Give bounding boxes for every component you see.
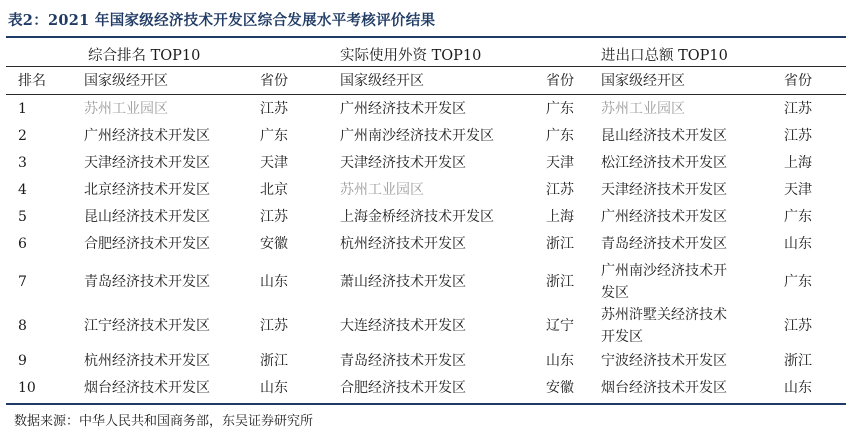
row-3-zone-trade: 松江经济技术开发区 [601,155,727,171]
row-5-zone-trade: 广州经济技术开发区 [601,209,727,225]
column-header-province-foreign: 省份 [546,73,574,89]
row-2-zone-trade: 昆山经济技术开发区 [601,128,727,144]
row-3-province-trade: 上海 [784,155,812,171]
row-6-province-trade: 山东 [784,236,812,252]
row-7-zone-trade: 广州南沙经济技术开 [601,263,727,279]
row-10-province-foreign: 安徽 [546,380,574,396]
row-9-province-trade: 浙江 [784,353,812,369]
row-7-province-trade: 广东 [784,274,812,290]
row-9-zone-foreign: 青岛经济技术开发区 [340,353,466,369]
group-header-overall: 综合排名 TOP10 [88,48,201,64]
column-header-zone-trade: 国家级经开区 [601,73,685,89]
row-2-province-trade: 江苏 [784,128,812,144]
row-7-zone-foreign: 萧山经济技术开发区 [340,274,466,290]
row-1-province-overall: 江苏 [260,101,288,117]
row-3-province-foreign: 天津 [546,155,574,171]
row-7-zone-trade-wrap: 发区 [601,285,629,301]
row-2-zone-overall: 广州经济技术开发区 [84,128,210,144]
row-3-rank: 3 [18,155,27,171]
group-header-trade: 进出口总额 TOP10 [601,48,728,64]
row-3-zone-foreign: 天津经济技术开发区 [340,155,466,171]
table-title: 表2：2021 年国家级经济技术开发区综合发展水平考核评价结果 [8,12,436,29]
row-2-zone-foreign: 广州南沙经济技术开发区 [340,128,494,144]
column-header-zone-overall: 国家级经开区 [84,73,168,89]
row-6-province-foreign: 浙江 [546,236,574,252]
row-8-province-overall: 江苏 [260,318,288,334]
row-5-province-overall: 江苏 [260,209,288,225]
row-4-province-overall: 北京 [260,182,288,198]
row-5-zone-foreign: 上海金桥经济技术开发区 [340,209,494,225]
row-4-province-trade: 天津 [784,182,812,198]
row-8-zone-trade: 苏州浒墅关经济技术 [601,307,727,323]
column-header-zone-foreign: 国家级经开区 [340,73,424,89]
column-header-province-overall: 省份 [260,73,288,89]
row-10-rank: 10 [18,380,36,396]
row-10-province-trade: 山东 [784,380,812,396]
column-header-rank: 排名 [18,73,46,89]
row-9-rank: 9 [18,353,27,369]
bottom-rule [6,403,846,405]
row-9-province-overall: 浙江 [260,353,288,369]
row-7-province-foreign: 浙江 [546,274,574,290]
row-3-zone-overall: 天津经济技术开发区 [84,155,210,171]
row-8-zone-trade-wrap: 开发区 [601,329,643,345]
row-8-province-foreign: 辽宁 [546,318,574,334]
row-4-province-foreign: 江苏 [546,182,574,198]
row-7-rank: 7 [18,274,27,290]
row-5-rank: 5 [18,209,27,225]
header-rule [6,94,846,95]
row-5-zone-overall: 昆山经济技术开发区 [84,209,210,225]
row-1-province-trade: 江苏 [784,101,812,117]
column-header-province-trade: 省份 [784,73,812,89]
row-4-zone-trade: 天津经济技术开发区 [601,182,727,198]
row-4-zone-overall: 北京经济技术开发区 [84,182,210,198]
row-2-province-overall: 广东 [260,128,288,144]
row-8-zone-overall: 江宁经济技术开发区 [84,318,210,334]
row-9-zone-overall: 杭州经济技术开发区 [84,353,210,369]
row-6-zone-foreign: 杭州经济技术开发区 [340,236,466,252]
row-1-zone-overall: 苏州工业园区 [84,101,168,117]
row-8-province-trade: 江苏 [784,318,812,334]
row-6-zone-trade: 青岛经济技术开发区 [601,236,727,252]
row-4-zone-foreign: 苏州工业园区 [340,182,424,198]
row-9-zone-trade: 宁波经济技术开发区 [601,353,727,369]
row-1-zone-foreign: 广州经济技术开发区 [340,101,466,117]
row-10-zone-foreign: 合肥经济技术开发区 [340,380,466,396]
row-8-rank: 8 [18,318,27,334]
row-4-rank: 4 [18,182,27,198]
row-10-zone-overall: 烟台经济技术开发区 [84,380,210,396]
row-10-province-overall: 山东 [260,380,288,396]
row-6-zone-overall: 合肥经济技术开发区 [84,236,210,252]
row-8-zone-foreign: 大连经济技术开发区 [340,318,466,334]
row-7-zone-overall: 青岛经济技术开发区 [84,274,210,290]
group-rule [6,66,846,67]
row-2-province-foreign: 广东 [546,128,574,144]
row-5-province-foreign: 上海 [546,209,574,225]
row-6-province-overall: 安徽 [260,236,288,252]
row-1-zone-trade: 苏州工业园区 [601,101,685,117]
title-rule [6,36,846,38]
row-6-rank: 6 [18,236,27,252]
row-1-rank: 1 [18,101,27,117]
group-header-foreign-investment: 实际使用外资 TOP10 [340,48,482,64]
row-9-province-foreign: 山东 [546,353,574,369]
row-3-province-overall: 天津 [260,155,288,171]
source-note: 数据来源：中华人民共和国商务部，东吴证券研究所 [14,414,314,429]
row-10-zone-trade: 烟台经济技术开发区 [601,380,727,396]
row-2-rank: 2 [18,128,27,144]
row-1-province-foreign: 广东 [546,101,574,117]
row-7-province-overall: 山东 [260,274,288,290]
row-5-province-trade: 广东 [784,209,812,225]
